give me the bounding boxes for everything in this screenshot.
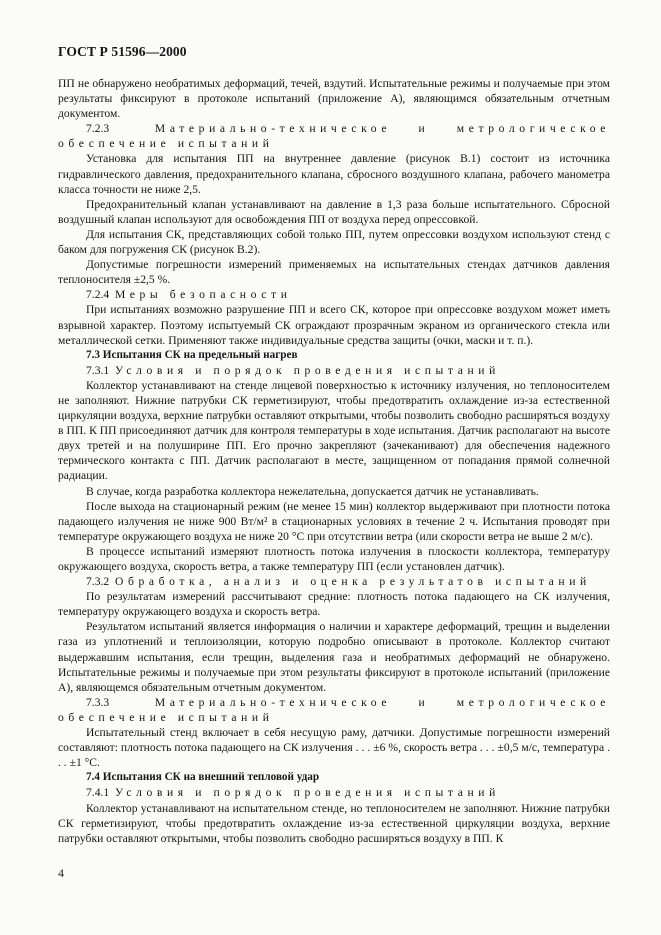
subsection-heading	[58, 287, 610, 302]
paragraph: Предохранительный клапан устанавливают на давление в 1,3 раза больше испытательного. Сбросной воздушный клапан используют для освобождения ПП от воздуха перед опрессовкой.	[58, 197, 610, 226]
subsection-number: 7.4.1	[86, 786, 110, 800]
paragraph: Результатом испытаний является информация о наличии и характере деформаций, трещин и выделении газа из уплотнений и теплоизоляции, которую подробно описывают в протоколе. Коллектор считают выдержавшим испытания, если трещин, выделения газа и необратимых деформаций не обнаружено. Испытательные режимы и получаемые при этом результаты фиксируют в протоколе испытаний (приложение А), являющемся обязательным отчетным документом.	[58, 620, 610, 694]
document-body	[58, 76, 610, 846]
subsection-heading	[58, 121, 610, 151]
subsection-title: Условия и порядок проведения испытаний	[114, 786, 500, 800]
paragraph: Коллектор устанавливают на испытательном стенде, но теплоносителем не заполняют. Нижние патрубки СК герметизируют, чтобы предотвратить охлаждение из-за естественной циркуляции воздуха, верхние патрубки оставляют открытыми, чтобы позволить свободно расширяться воздуху в ПП. К	[58, 801, 610, 845]
subsection-number: 7.2.4	[86, 288, 110, 302]
paragraph: После выхода на стационарный режим (не менее 15 мин) коллектор выдерживают при плотности потока падающего излучения не ниже 900 Вт/м² в стационарных условиях в течение 2 ч. Испытания проводят при температуре окружающего воздуха не ниже 20 °С при отсутствии ветра (или скорости ветра не выше 2 м/с).	[58, 499, 610, 543]
paragraph: По результатам измерений рассчитывают средние: плотность потока падающего на СК излучения, температуру окружающего воздуха и скорость ветра.	[58, 590, 610, 619]
paragraph: Коллектор устанавливают на стенде лицевой поверхностью к источнику излучения, но теплоносителем не заполняют. Нижние патрубки СК герметизируют, чтобы предотвратить охлаждение из-за естественной циркуляции воздуха, верхние патрубки оставляют открытыми, чтобы позволить свободно расширяться воздуху в ПП. К ПП присоединяют датчик для контроля температуры в ходе испытания. Датчик располагают на высоте двух третей и на полуширине ПП. Его прочно закрепляют (зачеканивают) для обеспечения надежного термического контакта с ПП. Датчик располагают в месте, защищенном от попадания прямой солнечной радиации.	[58, 378, 610, 483]
subsection-title: Обработка, анализ и оценка результатов испытаний	[114, 575, 591, 589]
paragraph: Испытательный стенд включает в себя несущую раму, датчики. Допустимые погрешности измерений составляют: плотность потока падающего на СК излучения . . . ±6 %, скорость ветра . . . ±0,5 м/с, температура . . . ±1 °С.	[58, 726, 610, 770]
subsection-number: 7.3.2	[86, 575, 110, 589]
subsection-heading	[58, 574, 610, 589]
paragraph: Для испытания СК, представляющих собой только ПП, путем опрессовки воздухом используют стенд с баком для погружения СК (рисунок В.2).	[58, 227, 610, 257]
subsection-heading	[58, 695, 610, 725]
paragraph: Допустимые погрешности измерений применяемых на испытательных стендах датчиков давления теплоносителя ±2,5 %.	[58, 258, 610, 287]
subsection-title: Материально-техническое и метрологическое обеспечение испытаний	[58, 695, 610, 724]
subsection-title: Меры безопасности	[114, 288, 292, 302]
paragraph: В процессе испытаний измеряют плотность потока излучения в плоскости коллектора, температуру окружающего воздуха, скорость ветра, а также температуру ПП (если установлен датчик).	[58, 544, 610, 573]
paragraph: В случае, когда разработка коллектора нежелательна, допускается датчик не устанавливать.	[86, 484, 539, 498]
subsection-heading	[58, 785, 610, 800]
page-number: 4	[58, 866, 64, 880]
section-heading: 7.4 Испытания СК на внешний тепловой удар	[86, 771, 320, 784]
subsection-heading	[58, 363, 610, 378]
document-header: ГОСТ Р 51596—2000	[58, 44, 187, 59]
subsection-number: 7.3.3	[86, 695, 110, 709]
section-heading: 7.3 Испытания СК на предельный нагрев	[86, 348, 298, 361]
paragraph: ПП не обнаружено необратимых деформаций, течей, вздутий. Испытательные режимы и получаемые при этом результаты фиксируют в протоколе испытаний (приложение А), являющимся обязательным отчетным документом.	[58, 77, 610, 121]
subsection-title: Условия и порядок проведения испытаний	[114, 363, 500, 377]
subsection-number: 7.3.1	[86, 363, 110, 377]
subsection-title: Материально-техническое и метрологическое обеспечение испытаний	[58, 122, 610, 151]
paragraph: При испытаниях возможно разрушение ПП и всего СК, которое при опрессовке воздухом может иметь взрывной характер. Поэтому испытуемый СК ограждают прозрачным экраном из органического стекла или металлической сетки. Применяют также индивидуальные средства защиты (очки, маски и т. п.).	[58, 303, 610, 347]
paragraph: Установка для испытания ПП на внутреннее давление (рисунок В.1) состоит из источника гидравлического давления, предохранительного клапана, сбросного воздушного клапана, рабочего манометра класса точности не ниже 2,5.	[58, 152, 610, 196]
subsection-number: 7.2.3	[86, 122, 110, 136]
